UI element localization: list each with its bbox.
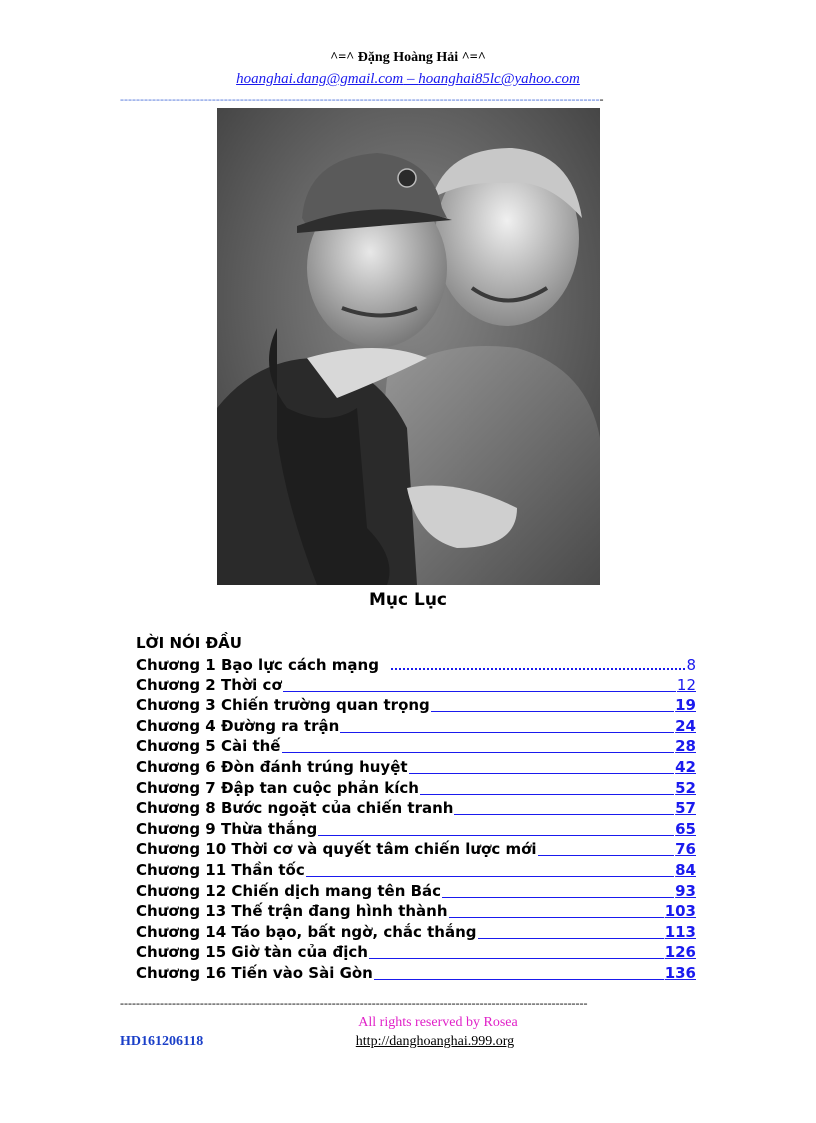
toc-entry[interactable] (136, 839, 696, 860)
toc-entry-label: Chương 15 Giờ tàn của địch (136, 943, 368, 962)
toc-entry-label: Chương 14 Táo bạo, bất ngờ, chắc thắng (136, 922, 477, 941)
toc-entry-label: Chương 2 Thời cơ (136, 675, 282, 694)
toc-leader-line (538, 841, 675, 856)
toc-entry[interactable] (136, 736, 696, 757)
toc-leader-line (369, 944, 664, 959)
toc-entry-label: Chương 13 Thế trận đang hình thành (136, 902, 448, 921)
toc-leader-line (420, 780, 674, 795)
toc-entry[interactable] (136, 654, 696, 675)
toc-entry[interactable] (136, 819, 696, 840)
preface-heading: LỜI NÓI ĐẦU (136, 634, 242, 652)
toc-entry[interactable] (136, 942, 696, 963)
toc-entry-label: Chương 5 Cài thế (136, 737, 281, 756)
toc-entry[interactable] (136, 901, 696, 922)
document-code: HD161206118 (120, 1034, 204, 1049)
toc-entry-label: Chương 10 Thời cơ và quyết tâm chiến lược mới (136, 840, 537, 859)
toc-entry[interactable] (136, 860, 696, 881)
toc-entry[interactable] (136, 798, 696, 819)
toc-entry-label: Chương 7 Đập tan cuộc phản kích (136, 778, 419, 797)
toc-page-link[interactable]: 8 (686, 656, 696, 674)
toc-page-link[interactable]: 93 (675, 881, 696, 900)
toc-page-link[interactable]: 42 (675, 757, 696, 776)
website-link[interactable]: http://danghoanghai.999.org (355, 1034, 515, 1049)
toc-entry-label: Chương 16 Tiến vào Sài Gòn (136, 963, 373, 982)
toc-leader-line (282, 738, 675, 753)
toc-leader-line (283, 677, 676, 692)
author-emails (0, 71, 816, 88)
toc-page-link[interactable]: 19 (675, 696, 696, 715)
toc-entry[interactable] (136, 778, 696, 799)
toc-page-link[interactable]: 76 (675, 840, 696, 859)
author-name: ^=^ Đặng Hoàng Hải ^=^ (330, 50, 486, 65)
toc-entry-label: Chương 6 Đòn đánh trúng huyệt (136, 757, 408, 776)
toc-entry-label: Chương 12 Chiến dịch mang tên Bác (136, 881, 442, 900)
toc-entry-label: Chương 9 Thừa thắng (136, 819, 318, 838)
toc-leader-line (431, 697, 674, 712)
toc-entry[interactable] (136, 675, 696, 696)
toc-entry[interactable] (136, 695, 696, 716)
toc-entry[interactable] (136, 716, 696, 737)
toc-entry-label: Chương 1 Bạo lực cách mạng (136, 656, 379, 674)
toc-leader-line (454, 800, 674, 815)
toc-entry[interactable] (136, 757, 696, 778)
toc-leader-line (449, 903, 664, 918)
toc-entry[interactable] (136, 881, 696, 902)
toc-entry-label: Chương 3 Chiến trường quan trọng (136, 696, 430, 715)
toc-leader-line (306, 862, 674, 877)
toc-entry[interactable] (136, 922, 696, 943)
header-divider: ------------------------------------------------------------------------------------------------------------------------- (120, 93, 604, 105)
toc-page-link[interactable]: 12 (676, 675, 696, 694)
toc-page-link[interactable]: 65 (675, 819, 696, 838)
toc-leader-line (391, 654, 685, 670)
email-link-gmail[interactable]: hoanghai.dang@gmail.com (236, 71, 404, 87)
toc-entry[interactable] (136, 963, 696, 984)
email-link-yahoo[interactable]: hoanghai85lc@yahoo.com (418, 71, 580, 87)
toc-page-link[interactable]: 24 (675, 716, 696, 735)
toc-page-link[interactable]: 136 (664, 963, 696, 982)
toc-page-link[interactable]: 126 (664, 943, 696, 962)
footer-divider: --------------------------------------------------------------------------------------------------------------------- (120, 997, 588, 1009)
toc-leader-line (409, 759, 675, 774)
toc-leader-line (442, 883, 674, 898)
toc-page-link[interactable]: 57 (675, 799, 696, 818)
toc-page-link[interactable]: 113 (664, 922, 696, 941)
toc-leader-line (318, 821, 674, 836)
email-separator: – (403, 71, 419, 87)
toc-entry-label: Chương 4 Đường ra trận (136, 716, 340, 735)
toc-leader-line (374, 965, 664, 980)
rights-notice: All rights reserved by Rosea (358, 1015, 518, 1030)
toc-leader-line (478, 924, 664, 939)
table-of-contents (136, 654, 696, 984)
toc-page-link[interactable]: 84 (675, 860, 696, 879)
toc-page-link[interactable]: 103 (664, 902, 696, 921)
toc-title: Mục Lục (368, 590, 448, 610)
toc-page-link[interactable]: 28 (675, 737, 696, 756)
toc-entry-label: Chương 8 Bước ngoặt của chiến tranh (136, 799, 454, 818)
toc-leader-line (340, 718, 674, 733)
portrait-photo (217, 108, 600, 585)
toc-page-link[interactable]: 52 (675, 778, 696, 797)
toc-entry-label: Chương 11 Thần tốc (136, 860, 305, 879)
